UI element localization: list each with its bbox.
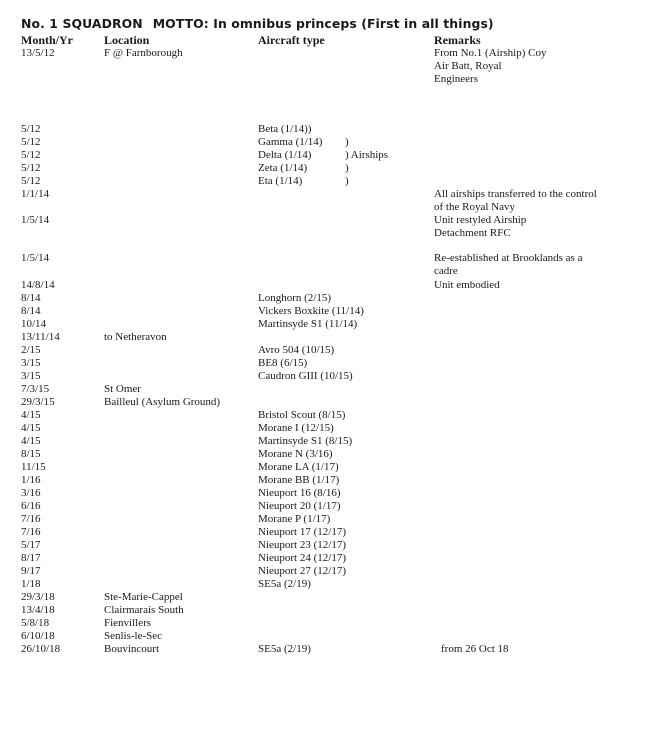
airships-bracket-top: )	[345, 136, 349, 148]
row-location: Senlis-le-Sec	[104, 630, 163, 642]
row-location: Fienvillers	[104, 617, 152, 629]
page-title	[21, 16, 494, 31]
row-date: 4/15	[21, 409, 41, 421]
row-location: Ste-Marie-Cappel	[104, 591, 183, 603]
row-remark: Unit restyled Airship	[434, 214, 527, 226]
row-date: 8/17	[21, 552, 41, 564]
row-date: 8/14	[21, 305, 41, 317]
row-date: 29/3/18	[21, 591, 55, 603]
row-aircraft: Zeta (1/14)	[258, 162, 308, 174]
row-aircraft: Morane P (1/17)	[258, 513, 331, 525]
row-remark: cadre	[434, 265, 458, 277]
row-date: 6/10/18	[21, 630, 55, 642]
row-aircraft: Delta (1/14)	[258, 149, 312, 161]
header-aircraft: Aircraft type	[258, 33, 325, 47]
row-remark: From No.1 (Airship) Coy	[434, 47, 547, 59]
row-remark: from 26 Oct 18	[441, 643, 509, 655]
row-aircraft: Nieuport 23 (12/17)	[258, 539, 346, 551]
row-aircraft: Gamma (1/14)	[258, 136, 323, 148]
row-date: 4/15	[21, 435, 41, 447]
row-aircraft: Martinsyde S1 (11/14)	[258, 318, 358, 330]
row-date: 1/16	[21, 474, 41, 486]
row-date: 14/8/14	[21, 279, 55, 291]
row-date: 3/15	[21, 357, 41, 369]
row-aircraft: Bristol Scout (8/15)	[258, 409, 346, 421]
row-aircraft: Nieuport 16 (8/16)	[258, 487, 341, 499]
row-aircraft: SE5a (2/19)	[258, 578, 311, 590]
row-aircraft: Morane LA (1/17)	[258, 461, 339, 473]
row-date: 13/4/18	[21, 604, 55, 616]
row-date: 26/10/18	[21, 643, 61, 655]
row-location: F @ Farnborough	[104, 47, 183, 59]
row-aircraft: Morane BB (1/17)	[258, 474, 340, 486]
row-aircraft: Nieuport 20 (1/17)	[258, 500, 341, 512]
row-aircraft: Morane I (12/15)	[258, 422, 334, 434]
row-aircraft: Longhorn (2/15)	[258, 292, 332, 304]
row-date: 5/12	[21, 149, 41, 161]
row-date: 1/1/14	[21, 188, 50, 200]
row-date: 7/16	[21, 513, 41, 525]
row-aircraft: Nieuport 17 (12/17)	[258, 526, 346, 538]
row-aircraft: Nieuport 24 (12/17)	[258, 552, 346, 564]
row-remark: Engineers	[434, 73, 478, 85]
row-date: 13/5/12	[21, 47, 55, 59]
header-date: Month/Yr	[21, 33, 73, 47]
row-date: 8/15	[21, 448, 41, 460]
row-location: to Netheravon	[104, 331, 167, 343]
row-location: Bailleul (Asylum Ground)	[104, 396, 221, 408]
row-remark: Detachment RFC	[434, 227, 511, 239]
row-date: 7/16	[21, 526, 41, 538]
row-date: 5/12	[21, 123, 41, 135]
row-location: Bouvincourt	[104, 643, 159, 655]
row-aircraft: SE5a (2/19)	[258, 643, 311, 655]
row-aircraft: Morane N (3/16)	[258, 448, 333, 460]
row-date: 5/12	[21, 162, 41, 174]
row-date: 8/14	[21, 292, 41, 304]
row-location: Clairmarais South	[104, 604, 184, 616]
row-aircraft: Beta (1/14))	[258, 123, 312, 135]
row-date: 5/8/18	[21, 617, 50, 629]
row-date: 3/15	[21, 370, 41, 382]
row-date: 5/17	[21, 539, 41, 551]
row-date: 4/15	[21, 422, 41, 434]
header-remarks: Remarks	[434, 33, 481, 47]
row-remark: Re-established at Brooklands as a	[434, 252, 583, 264]
row-aircraft: Eta (1/14)	[258, 175, 303, 187]
row-date: 6/16	[21, 500, 41, 512]
row-date: 13/11/14	[21, 331, 60, 343]
row-remark: All airships transferred to the control	[434, 188, 597, 200]
row-date: 1/5/14	[21, 252, 50, 264]
row-date: 5/12	[21, 136, 41, 148]
airships-bracket-label: ) Airships	[345, 149, 389, 161]
row-aircraft: Martinsyde S1 (8/15)	[258, 435, 353, 447]
row-remark: of the Royal Navy	[434, 201, 515, 213]
row-date: 29/3/15	[21, 396, 55, 408]
row-remark: Unit embodied	[434, 279, 500, 291]
row-remark: Air Batt, Royal	[434, 60, 502, 72]
row-aircraft: BE8 (6/15)	[258, 357, 308, 369]
squadron-name: No. 1 SQUADRON	[21, 16, 143, 31]
row-aircraft: Caudron GIII (10/15)	[258, 370, 353, 382]
row-date: 11/15	[21, 461, 46, 473]
row-date: 1/5/14	[21, 214, 50, 226]
row-aircraft: Vickers Boxkite (11/14)	[258, 305, 364, 317]
row-location: St Omer	[104, 383, 141, 395]
airships-bracket-mid: )	[345, 162, 349, 174]
row-date: 7/3/15	[21, 383, 50, 395]
row-date: 10/14	[21, 318, 47, 330]
header-location: Location	[104, 33, 150, 47]
row-date: 5/12	[21, 175, 41, 187]
row-date: 2/15	[21, 344, 41, 356]
row-date: 9/17	[21, 565, 41, 577]
row-date: 1/18	[21, 578, 41, 590]
squadron-motto: MOTTO: In omnibus princeps (First in all things)	[152, 16, 494, 31]
airships-bracket-bottom: )	[345, 175, 349, 187]
row-date: 3/16	[21, 487, 41, 499]
row-aircraft: Nieuport 27 (12/17)	[258, 565, 346, 577]
row-aircraft: Avro 504 (10/15)	[258, 344, 335, 356]
